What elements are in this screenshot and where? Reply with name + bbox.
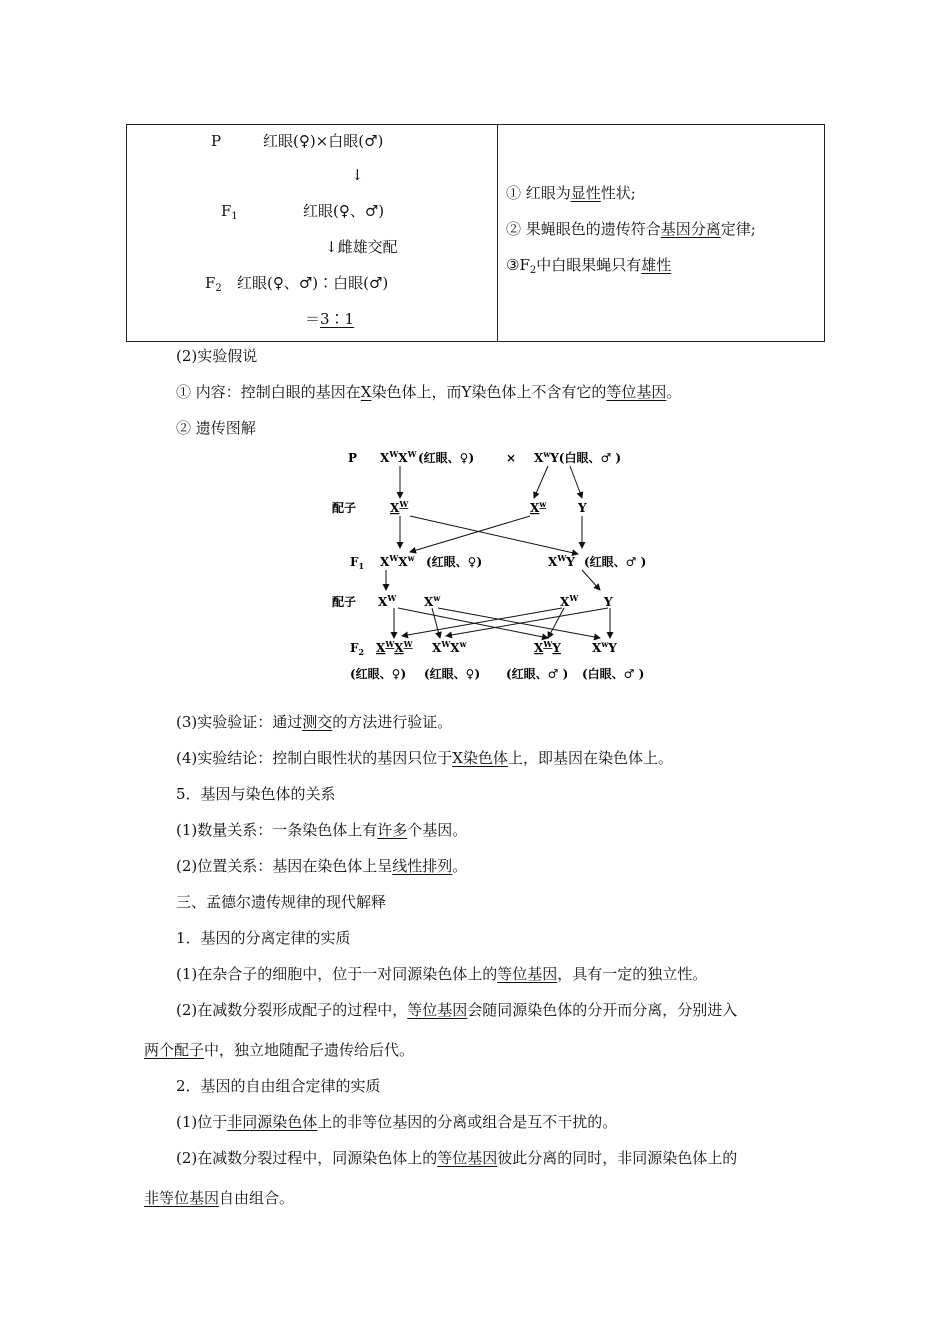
conclusion-2: ② 果蝇眼色的遗传符合基因分离定律; [506,220,756,238]
law2-item2: (2)在减数分裂过程中，同源染色体上的等位基因彼此分离的同时，非同源染色体上的 [176,1149,738,1167]
law1-item1: (1)在杂合子的细胞中，位于一对同源染色体上的等位基因，具有一定的独立性。 [176,965,708,983]
section5-item2: (2)位置关系：基因在染色体上呈线性排列。 [176,857,468,875]
f2-phenotype-b: (红眼、♀) [424,667,481,681]
conclusion-3: $③F_2$中白眼果蝇只有雄性 [506,256,672,276]
f1-female-genotype: $X^WX^w$ [380,553,415,569]
gamete-f1-xw2: $X^w$ [424,593,441,609]
f1-male-phenotype: (红眼、♂ ) [584,555,647,569]
experiment-left-cell [127,125,498,342]
f1-phenotype: 红眼(♀、♂) [303,202,385,220]
f1-female-phenotype: (红眼、♀) [426,555,483,569]
p-female-phenotype: (红眼、♀) [418,451,475,465]
f2-phenotype-c: (红眼、♂ ) [506,667,569,681]
law2-item2-cont: 非等位基因自由组合。 [144,1189,295,1207]
p-female-genotype: $X^WX^W$ [380,449,417,465]
experiment-right-cell [498,125,825,342]
diagram-arrows [386,466,610,638]
diagram-heading: ② 遗传图解 [176,419,256,437]
cross-sign: × [506,451,517,465]
arrow-down-icon: ↓ [351,166,364,184]
law1-item2: (2)在减数分裂形成配子的过程中，等位基因会随同源染色体的分开而分离，分别进入 [176,1001,738,1019]
law1-item2-cont: 两个配子中，独立地随配子遗传给后代。 [144,1041,415,1059]
conclusion: (4)实验结论：控制白眼性状的基因只位于X染色体上，即基因在染色体上。 [176,749,673,767]
gamete-label-2: 配子 [332,595,357,609]
f2-phenotype-a: (红眼、♀) [350,667,407,681]
genetic-diagram [330,440,670,690]
f1-male-genotype: $X^WY$ [548,553,575,569]
p-male-genotype: $X^wY$(白眼、♂ ) [534,449,622,465]
mating-label: ↓雌雄交配 [325,238,398,256]
gamete-xw-female: $X^W$ [390,499,409,515]
p-label: P [211,132,222,150]
diagram-f1-label: $F_1$ [350,555,365,571]
f2-genotype-a: $X^WX^W$ [376,639,413,655]
diagram-f2-label: $F_2$ [350,641,365,657]
gamete-f1-xw3: $X^W$ [560,593,579,609]
f2-phenotype-d: (白眼、♂ ) [582,667,645,681]
gamete-label-1: 配子 [332,501,357,515]
hypothesis-content: ① 内容：控制白眼的基因在X染色体上，而Y染色体上不含有它的等位基因。 [176,383,682,401]
f2-genotype-c: $X^WY$ [534,639,561,655]
verification: (3)实验验证：通过测交的方法进行验证。 [176,713,453,731]
section5-item1: (1)数量关系：一条染色体上有许多个基因。 [176,821,468,839]
f2-genotype-b: $X^WX^w$ [432,639,467,655]
f2-genotype-d: $X^wY$ [592,639,617,655]
f2-label: $F_2$ [205,274,222,294]
law2-heading: 2．基因的自由组合定律的实质 [176,1077,381,1095]
hypothesis-heading: (2)实验假说 [176,347,258,365]
f1-label: $F_1$ [221,202,238,222]
gamete-f1-y: Y [604,595,613,609]
law1-heading: 1．基因的分离定律的实质 [176,929,351,947]
diagram-p-label: P [348,451,358,465]
section5-heading: 5．基因与染色体的关系 [176,785,336,803]
f2-phenotype: 红眼(♀、♂)∶白眼(♂) [237,274,389,292]
section3-heading: 三、孟德尔遗传规律的现代解释 [176,893,387,911]
p-cross: 红眼(♀)×白眼(♂) [263,132,384,150]
law2-item1: (1)位于非同源染色体上的非等位基因的分离或组合是互不干扰的。 [176,1113,618,1131]
gamete-y: Y [578,501,587,515]
ratio: ＝3∶1 [305,310,355,328]
experiment-table [126,124,825,342]
gamete-f1-xw1: $X^W$ [378,593,397,609]
gamete-xw-male: $X^w$ [530,499,547,515]
conclusion-1: ① 红眼为显性性状; [506,184,636,202]
